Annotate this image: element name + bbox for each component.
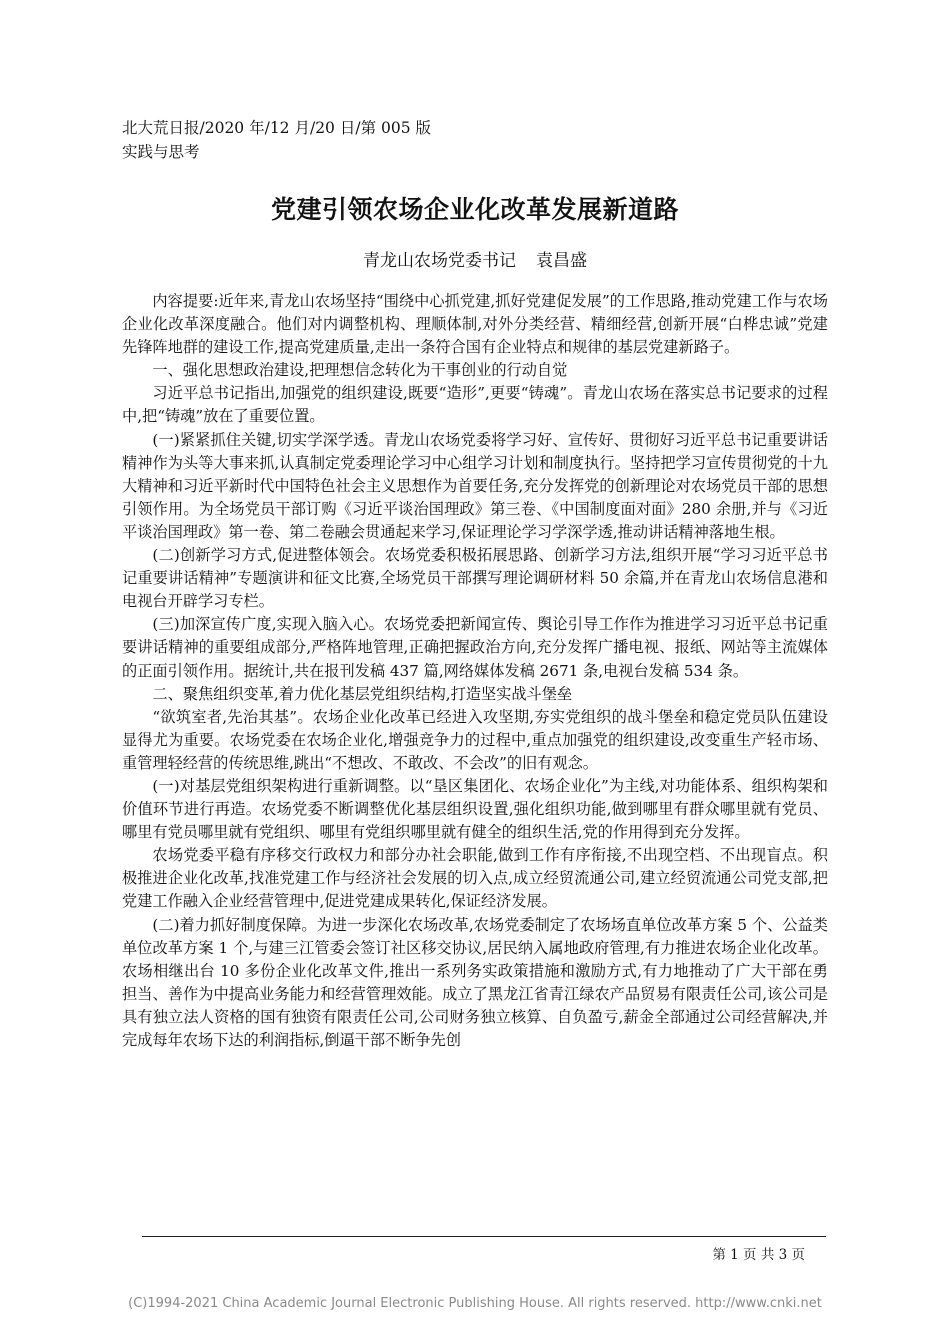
article-title: 党建引领农场企业化改革发展新道路	[270, 195, 679, 224]
body-paragraph: 习近平总书记指出,加强党的组织建设,既要“造形”,更要“铸魂”。青龙山农场在落实总书记要求的过程中,把“铸魂”放在了重要位置。	[122, 384, 828, 426]
column-name: 实践与思考	[122, 143, 200, 161]
body-paragraph: (二)着力抓好制度保障。为进一步深化农场改革,农场党委制定了农场场直单位改革方案 5 个、公益类单位改革方案 1 个,与建三江管委会签订社区移交协议,居民纳入属地政府管理,有力推进农场企业化改革。农场相继出台 10 多份企业化改革文件,推出一系列务实政策措施和激励方式,有力地推动了广大干部在勇担当、善作为中提高业务能力和经营管理效能。成立了黑龙江省青江绿农产品贸易有限责任公司,该公司是具有独立法人资格的国有独资有限责任公司,公司财务独立核算、自负盈亏,薪金全部通过公司经营解决,并完成每年农场下达的利润指标,倒逼干部不断争先创	[122, 915, 828, 1049]
page-indicator: 第 1 页 共 3 页	[712, 1247, 805, 1263]
footer-divider	[142, 1236, 826, 1237]
author-line	[0, 246, 950, 271]
section-heading-2: 二、聚焦组织变革,着力优化基层党组织结构,打造坚实战斗堡垒	[152, 684, 573, 703]
body-paragraph: (二)创新学习方式,促进整体领会。农场党委积极拓展思路、创新学习方法,组织开展“学习习近平总书记重要讲话精神”专题演讲和征文比赛,全场党员干部撰写理论调研材料 50 余篇,并在青龙山农场信息港和电视台开辟学习专栏。	[122, 546, 828, 611]
body-paragraph: 农场党委平稳有序移交行政权力和部分办社会职能,做到工作有序衔接,不出现空档、不出现盲点。积极推进企业化改革,找准党建工作与经济社会发展的切入点,成立经贸流通公司,建立经贸流通公司党支部,把党建工作融入企业经营管理中,促进党建成果转化,保证经济发展。	[122, 846, 828, 911]
body-paragraph: (一)紧紧抓住关键,切实学深学透。青龙山农场党委将学习好、宣传好、贯彻好习近平总书记重要讲话精神作为头等大事来抓,认真制定党委理论学习中心组学习计划和制度执行。坚持把学习宣传贯彻党的十九大精神和习近平新时代中国特色社会主义思想作为首要任务,充分发挥党的创新理论对农场党员干部的思想引领作用。为全场党员干部订购《习近平谈治国理政》第三卷、《中国制度面对面》280 余册,并与《习近平谈治国理政》第一卷、第二卷融会贯通起来学习,保证理论学习学深学透,推动讲话精神落地生根。	[122, 430, 828, 541]
abstract-paragraph: 内容提要:近年来,青龙山农场坚持“围绕中心抓党建,抓好党建促发展”的工作思路,推动党建工作与农场企业化改革深度融合。他们对内调整机构、理顺体制,对外分类经营、精细经营,创新开展“白桦忠诚”党建先锋阵地群的建设工作,提高党建质量,走出一条符合国有企业特点和规律的基层党建新路子。	[122, 292, 828, 357]
author-name: 袁昌盛	[536, 251, 587, 271]
body-paragraph: (一)对基层党组织架构进行重新调整。以“垦区集团化、农场企业化”为主线,对功能体系、组织构架和价值环节进行再造。农场党委不断调整优化基层组织设置,强化组织功能,做到哪里有群众哪里就有党员、哪里有党员哪里就有党组织、哪里有党组织哪里就有健全的组织生活,党的作用得到充分发挥。	[122, 776, 828, 842]
author-org: 青龙山农场党委书记	[363, 251, 516, 271]
body-paragraph: (三)加深宣传广度,实现入脑入心。农场党委把新闻宣传、舆论引导工作作为推进学习习近平总书记重要讲话精神的重要组成部分,严格阵地管理,正确把握政治方向,充分发挥广播电视、报纸、网站等主流媒体的正面引领作用。据统计,共在报刊发稿 437 篇,网络媒体发稿 2671 条,电视台发稿 534 条。	[122, 615, 828, 680]
copyright-notice: (C)1994-2021 China Academic Journal Electronic Publishing House. All rights reserved. http://www.cnki.net	[128, 1296, 822, 1311]
section-heading-1: 一、强化思想政治建设,把理想信念转化为干事创业的行动自觉	[152, 361, 568, 380]
article-body	[122, 290, 828, 1052]
source-info	[122, 116, 431, 164]
body-paragraph: “欲筑室者,先治其基”。农场企业化改革已经进入攻坚期,夯实党组织的战斗堡垒和稳定党员队伍建设显得尤为重要。农场党委在农场企业化,增强竞争力的过程中,重点加强党的组织建设,改变重生产轻市场、重管理轻经营的传统思维,跳出“不想改、不敢改、不会改”的旧有观念。	[122, 707, 828, 772]
source-line: 北大荒日报/2020 年/12 月/20 日/第 005 版	[122, 119, 432, 137]
